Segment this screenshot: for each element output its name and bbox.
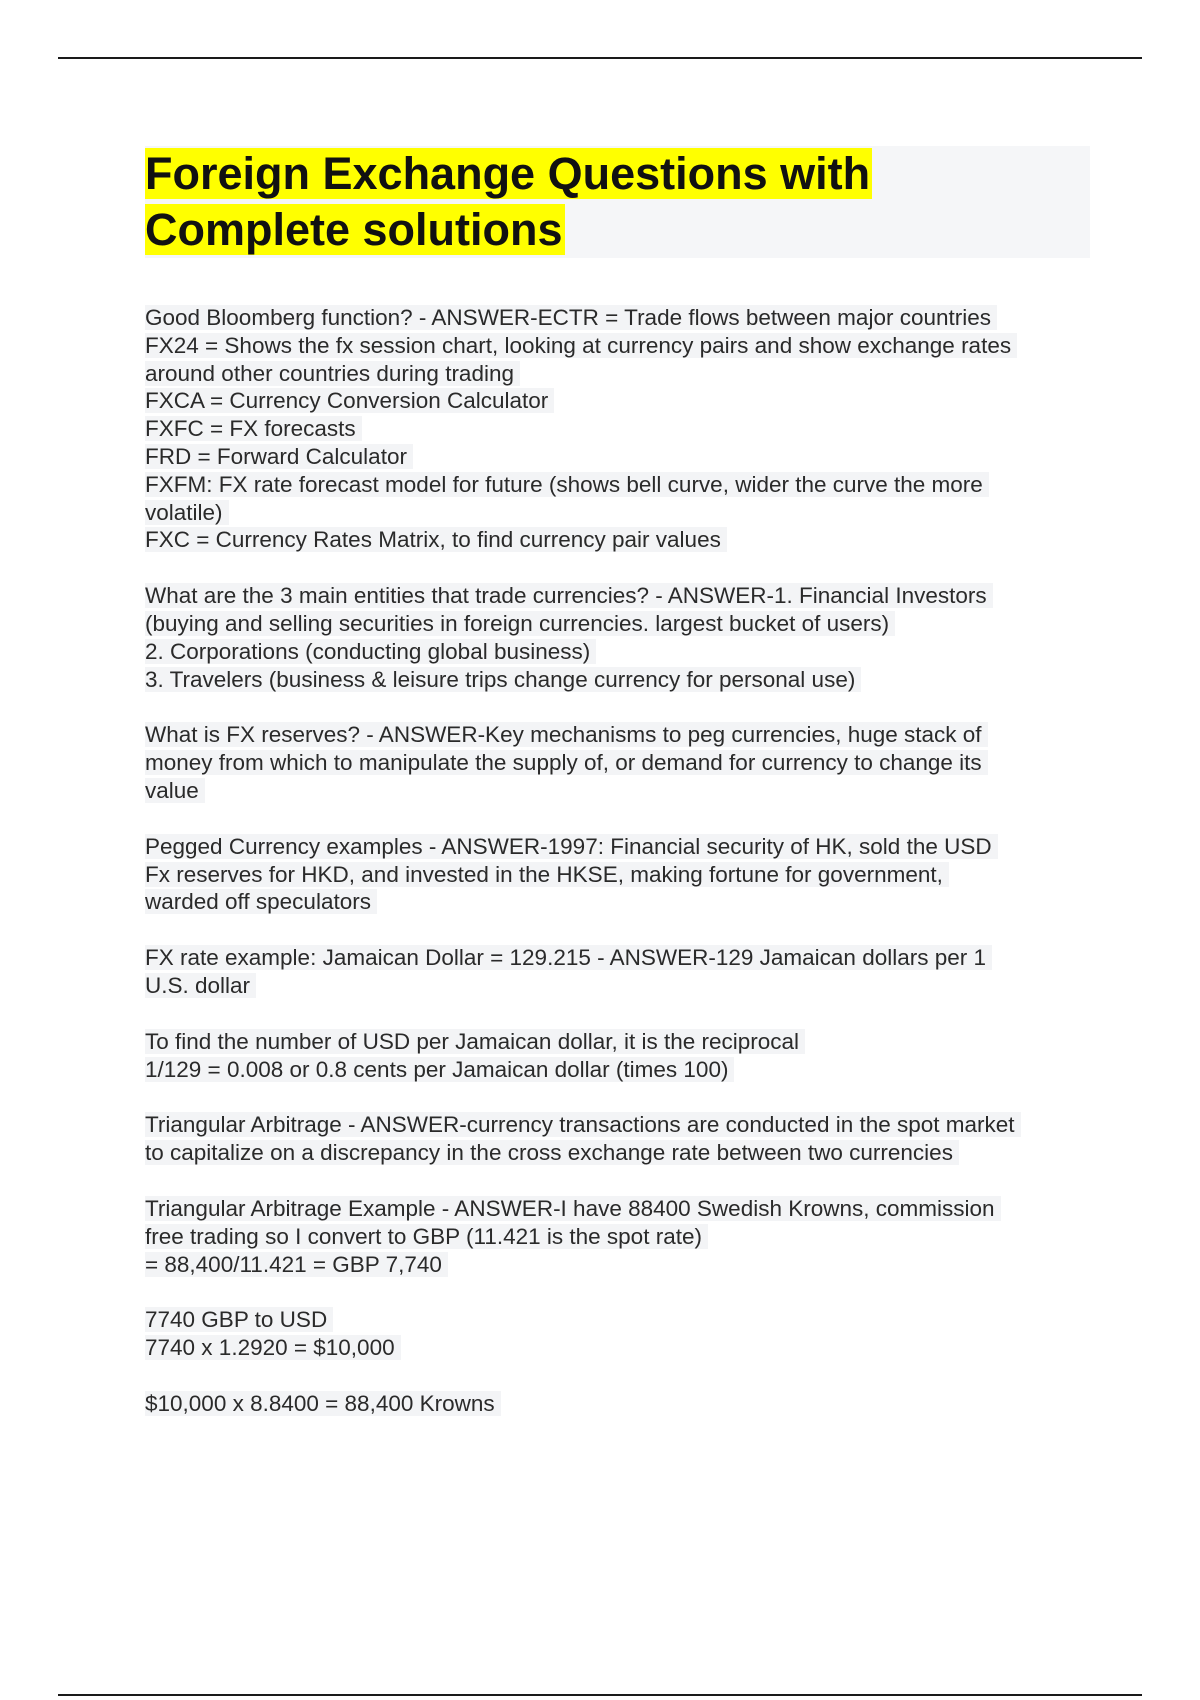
text-line-content: FXFM: FX rate forecast model for future (shows bell curve, wider the curve the more — [145, 472, 989, 497]
text-line — [145, 332, 1090, 360]
text-line-content: What are the 3 main entities that trade currencies? - ANSWER-1. Financial Investors — [145, 583, 993, 608]
text-line-content: 7740 x 1.2920 = $10,000 — [145, 1335, 401, 1360]
text-line — [145, 1306, 1090, 1334]
qa-paragraph — [145, 833, 1090, 916]
text-line — [145, 1111, 1090, 1139]
text-line — [145, 1028, 1090, 1056]
text-line — [145, 972, 1090, 1000]
text-line — [145, 833, 1090, 861]
qa-paragraph — [145, 582, 1090, 693]
text-line-content: FX24 = Shows the fx session chart, looking at currency pairs and show exchange rates — [145, 333, 1017, 358]
qa-paragraph — [145, 304, 1090, 554]
text-line-content: Good Bloomberg function? - ANSWER-ECTR = Trade flows between major countries — [145, 305, 997, 330]
text-line — [145, 777, 1090, 805]
document-body — [145, 146, 1090, 1446]
text-line — [145, 499, 1090, 527]
title-line-1: Foreign Exchange Questions with — [145, 148, 871, 199]
page-bottom-rule — [58, 1694, 1142, 1696]
text-line — [145, 1251, 1090, 1279]
text-line-content: 7740 GBP to USD — [145, 1307, 333, 1332]
text-line-content: FXFC = FX forecasts — [145, 416, 362, 441]
text-line-content: 3. Travelers (business & leisure trips change currency for personal use) — [145, 667, 861, 692]
text-line — [145, 721, 1090, 749]
text-line — [145, 1139, 1090, 1167]
text-line-content: to capitalize on a discrepancy in the cross exchange rate between two currencies — [145, 1140, 959, 1165]
page-top-rule — [58, 57, 1142, 59]
text-line — [145, 415, 1090, 443]
text-line — [145, 944, 1090, 972]
text-line — [145, 1195, 1090, 1223]
text-line-content: What is FX reserves? - ANSWER-Key mechanisms to peg currencies, huge stack of — [145, 722, 988, 747]
text-line-content: Fx reserves for HKD, and invested in the HKSE, making fortune for government, — [145, 862, 949, 887]
qa-paragraph — [145, 944, 1090, 1000]
text-line-content: = 88,400/11.421 = GBP 7,740 — [145, 1252, 448, 1277]
text-line — [145, 582, 1090, 610]
text-line — [145, 526, 1090, 554]
text-line-content: (buying and selling securities in foreign currencies. largest bucket of users) — [145, 611, 895, 636]
text-line-content: U.S. dollar — [145, 973, 256, 998]
text-line — [145, 360, 1090, 388]
text-line-content: money from which to manipulate the supply of, or demand for currency to change its — [145, 750, 988, 775]
text-line-content: 1/129 = 0.008 or 0.8 cents per Jamaican dollar (times 100) — [145, 1057, 734, 1082]
text-line-content: To find the number of USD per Jamaican dollar, it is the reciprocal — [145, 1029, 805, 1054]
text-line — [145, 610, 1090, 638]
qa-paragraph — [145, 1111, 1090, 1167]
text-line-content: Triangular Arbitrage Example - ANSWER-I have 88400 Swedish Krowns, commission — [145, 1196, 1001, 1221]
text-line — [145, 471, 1090, 499]
text-line — [145, 888, 1090, 916]
text-line-content: warded off speculators — [145, 889, 377, 914]
text-line — [145, 1334, 1090, 1362]
text-line-content: FX rate example: Jamaican Dollar = 129.215 - ANSWER-129 Jamaican dollars per 1 — [145, 945, 992, 970]
document-title — [145, 146, 1090, 258]
text-line — [145, 749, 1090, 777]
text-line-content: Triangular Arbitrage - ANSWER-currency transactions are conducted in the spot market — [145, 1112, 1021, 1137]
text-line — [145, 387, 1090, 415]
text-line — [145, 304, 1090, 332]
text-line-content: value — [145, 778, 205, 803]
qa-list — [145, 304, 1090, 1418]
qa-paragraph — [145, 1028, 1090, 1084]
text-line-content: FRD = Forward Calculator — [145, 444, 413, 469]
text-line-content: free trading so I convert to GBP (11.421 is the spot rate) — [145, 1224, 708, 1249]
title-line-2: Complete solutions — [145, 204, 563, 255]
text-line-content: around other countries during trading — [145, 361, 520, 386]
text-line-content: FXCA = Currency Conversion Calculator — [145, 388, 554, 413]
text-line — [145, 638, 1090, 666]
text-line-content: $10,000 x 8.8400 = 88,400 Krowns — [145, 1391, 501, 1416]
text-line — [145, 443, 1090, 471]
text-line — [145, 1390, 1090, 1418]
text-line-content: volatile) — [145, 500, 229, 525]
text-line — [145, 1056, 1090, 1084]
title-block — [145, 146, 1090, 258]
qa-paragraph — [145, 721, 1090, 804]
text-line — [145, 666, 1090, 694]
text-line — [145, 1223, 1090, 1251]
text-line — [145, 861, 1090, 889]
qa-paragraph — [145, 1390, 1090, 1418]
qa-paragraph — [145, 1195, 1090, 1278]
text-line-content: Pegged Currency examples - ANSWER-1997: Financial security of HK, sold the USD — [145, 834, 998, 859]
qa-paragraph — [145, 1306, 1090, 1362]
text-line-content: 2. Corporations (conducting global business) — [145, 639, 596, 664]
text-line-content: FXC = Currency Rates Matrix, to find currency pair values — [145, 527, 727, 552]
